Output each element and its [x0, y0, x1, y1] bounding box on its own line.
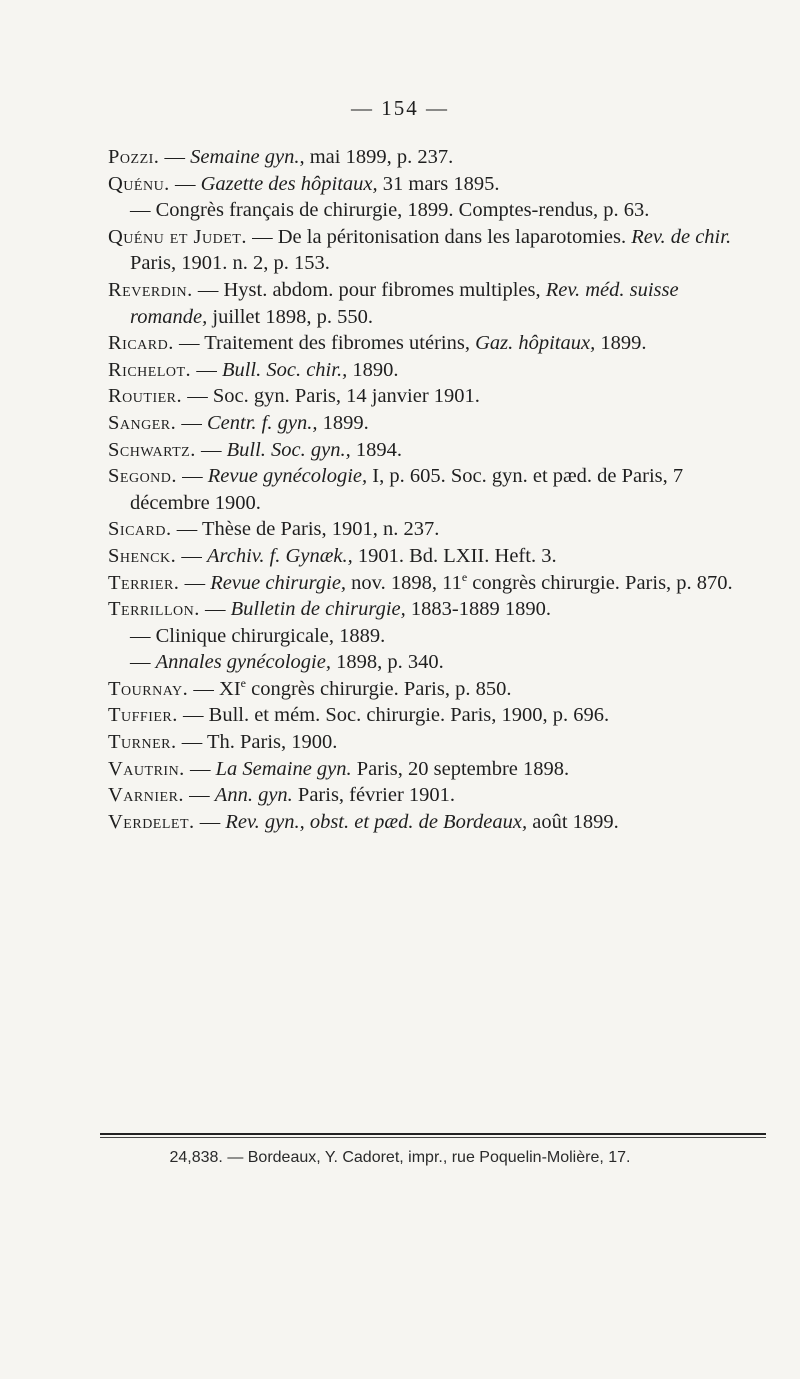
entry-details: — Traitement des fibromes utérins, [173, 332, 476, 355]
entry-title: Centr. f. gyn., [207, 411, 318, 434]
entry-details-2: congrès chirurgie. Paris, p. 850. [245, 677, 512, 700]
bib-entry-vautrin [108, 756, 758, 783]
superscript: e [461, 569, 468, 584]
bib-entry-routier [108, 383, 758, 410]
superscript: e [240, 676, 246, 691]
bib-entry-quenu [108, 171, 758, 198]
entry-details: — Clinique chirurgicale, 1889. [130, 624, 386, 647]
bib-entry-reverdin [108, 277, 758, 330]
entry-separator: — [195, 438, 227, 461]
entry-details-2: 1899. [595, 332, 647, 355]
entry-details: 1899. [317, 411, 369, 434]
bib-entry-verdelet [108, 809, 758, 836]
entry-separator: — [191, 358, 222, 381]
entry-details: 1898, p. 340. [330, 651, 444, 674]
entry-author: Sicard. [108, 518, 172, 541]
entry-details: Paris, 20 septembre 1898. [351, 757, 570, 780]
entry-separator: — [176, 544, 207, 567]
entry-details: — Soc. gyn. Paris, 14 janvier 1901. [182, 385, 480, 408]
bib-entry-schwartz [108, 437, 758, 464]
bib-entry-terrier [108, 570, 758, 597]
bib-entry-tournay [108, 676, 758, 703]
entry-details: — Hyst. abdom. pour fibromes multiples, [192, 278, 546, 301]
entry-author: Richelot. [108, 358, 192, 381]
entry-details: I, p. 605. Soc. gyn. et pæd. de Paris, 7 décembre 1900. [130, 465, 684, 514]
bib-entry-shenck [108, 543, 758, 570]
entry-author: Pozzi. [108, 146, 160, 168]
bib-entry-richelot [108, 357, 758, 384]
entry-title: Rev. méd. suisse romande, [130, 278, 679, 328]
entry-details-2: congrès chirurgie. Paris, p. 870. [467, 571, 733, 594]
entry-author: Varnier. [108, 784, 185, 807]
entry-author: Schwartz. [108, 438, 196, 461]
bib-entry-tuffier [108, 702, 758, 729]
entry-separator: — [199, 598, 231, 621]
entry-author: Quénu. [108, 172, 170, 195]
entry-author: Sanger. [108, 411, 177, 434]
entry-details-2: Paris, 1901. n. 2, p. 153. [130, 252, 330, 275]
entry-details-2: juillet 1898, p. 550. [207, 305, 373, 328]
entry-details: , mai 1899, p. 237. [299, 146, 454, 168]
entry-author: Routier. [108, 385, 183, 408]
entry-details: — XI [188, 677, 241, 700]
entry-separator: — [130, 651, 156, 674]
entry-author: Segond. [108, 465, 178, 488]
bib-entry-terrillon [108, 596, 758, 623]
entry-author: Reverdin. [108, 278, 193, 301]
entry-author: Tournay. [108, 677, 189, 700]
entry-title: Ann. gyn. [214, 784, 293, 807]
entry-title: Gazette des hôpitaux, [200, 172, 378, 195]
entry-title: Rev. gyn., obst. et pæd. de Bordeaux, [225, 810, 528, 833]
bib-entry-segond [108, 463, 758, 516]
entry-separator: — [177, 465, 208, 488]
entry-details: 1901. Bd. LXII. Heft. 3. [352, 544, 557, 567]
entry-details: 1883-1889 1890. [405, 598, 551, 621]
entry-author: Quénu et Judet. [108, 225, 247, 248]
entry-details: — Congrès français de chirurgie, 1899. Comptes-rendus, p. 63. [130, 199, 650, 222]
entry-title: Gaz. hôpitaux, [475, 332, 596, 355]
bib-entry-quenu-cont [108, 197, 758, 224]
bib-entry-pozzi [108, 144, 758, 171]
bib-entry-ricard [108, 330, 758, 357]
entry-separator: — [176, 411, 207, 434]
entry-author: Shenck. [108, 544, 177, 567]
entry-separator: — [179, 571, 211, 594]
entry-details: août 1899. [527, 810, 619, 833]
entry-separator: — [159, 146, 191, 168]
entry-title: Rev. de chir. [631, 225, 732, 248]
entry-separator: — [169, 172, 201, 195]
bib-entry-terrillon-cont-1 [108, 623, 758, 650]
bib-entry-sanger [108, 410, 758, 437]
entry-details: — De la péritonisation dans les laparotomies. [246, 225, 632, 248]
entry-details: 1890. [347, 358, 399, 381]
entry-separator: — [184, 784, 215, 807]
entry-title: Bull. Soc. chir., [221, 358, 348, 381]
bib-entry-terrillon-cont-2 [108, 649, 758, 676]
entry-details: 31 mars 1895. [377, 172, 500, 195]
printer-imprint: 24,838. — Bordeaux, Y. Cadoret, impr., rue Poquelin-Molière, 17. [169, 1149, 631, 1166]
entry-title: Annales gynécologie, [155, 651, 331, 674]
bib-entry-sicard [108, 516, 758, 543]
entry-details: — Th. Paris, 1900. [176, 731, 338, 754]
entry-author: Terrillon. [108, 598, 200, 621]
footer-rule [100, 1133, 766, 1135]
entry-title: Semaine gyn. [190, 146, 300, 168]
entry-author: Tuffier. [108, 704, 178, 727]
entry-separator: — [184, 757, 216, 780]
entry-title: Revue gynécologie, [207, 465, 368, 488]
entry-title: Revue chirurgie, [210, 571, 347, 594]
footer-rule-thin [100, 1137, 766, 1138]
entry-details: — Bull. et mém. Soc. chirurgie. Paris, 1900, p. 696. [177, 704, 610, 727]
bib-entry-varnier [108, 782, 758, 809]
bib-entry-turner [108, 729, 758, 756]
page-number: — 154 — [351, 96, 449, 120]
entry-author: Verdelet. [108, 810, 195, 833]
bib-entry-quenu-judet [108, 224, 758, 277]
entry-author: Vautrin. [108, 757, 185, 780]
entry-author: Ricard. [108, 332, 174, 355]
entry-title: Bulletin de chirurgie, [230, 598, 406, 621]
entry-author: Turner. [108, 731, 177, 754]
entry-details: Paris, février 1901. [292, 784, 456, 807]
entry-author: Terrier. [108, 571, 180, 594]
entry-details: nov. 1898, 11 [346, 571, 462, 594]
entry-title: La Semaine gyn. [215, 757, 352, 780]
entry-separator: — [194, 810, 226, 833]
entry-title: Archiv. f. Gynæk., [207, 544, 353, 567]
entry-details: — Thèse de Paris, 1901, n. 237. [171, 518, 440, 541]
entry-details: 1894. [350, 438, 402, 461]
entry-title: Bull. Soc. gyn., [226, 438, 351, 461]
bibliography-list [108, 144, 758, 835]
